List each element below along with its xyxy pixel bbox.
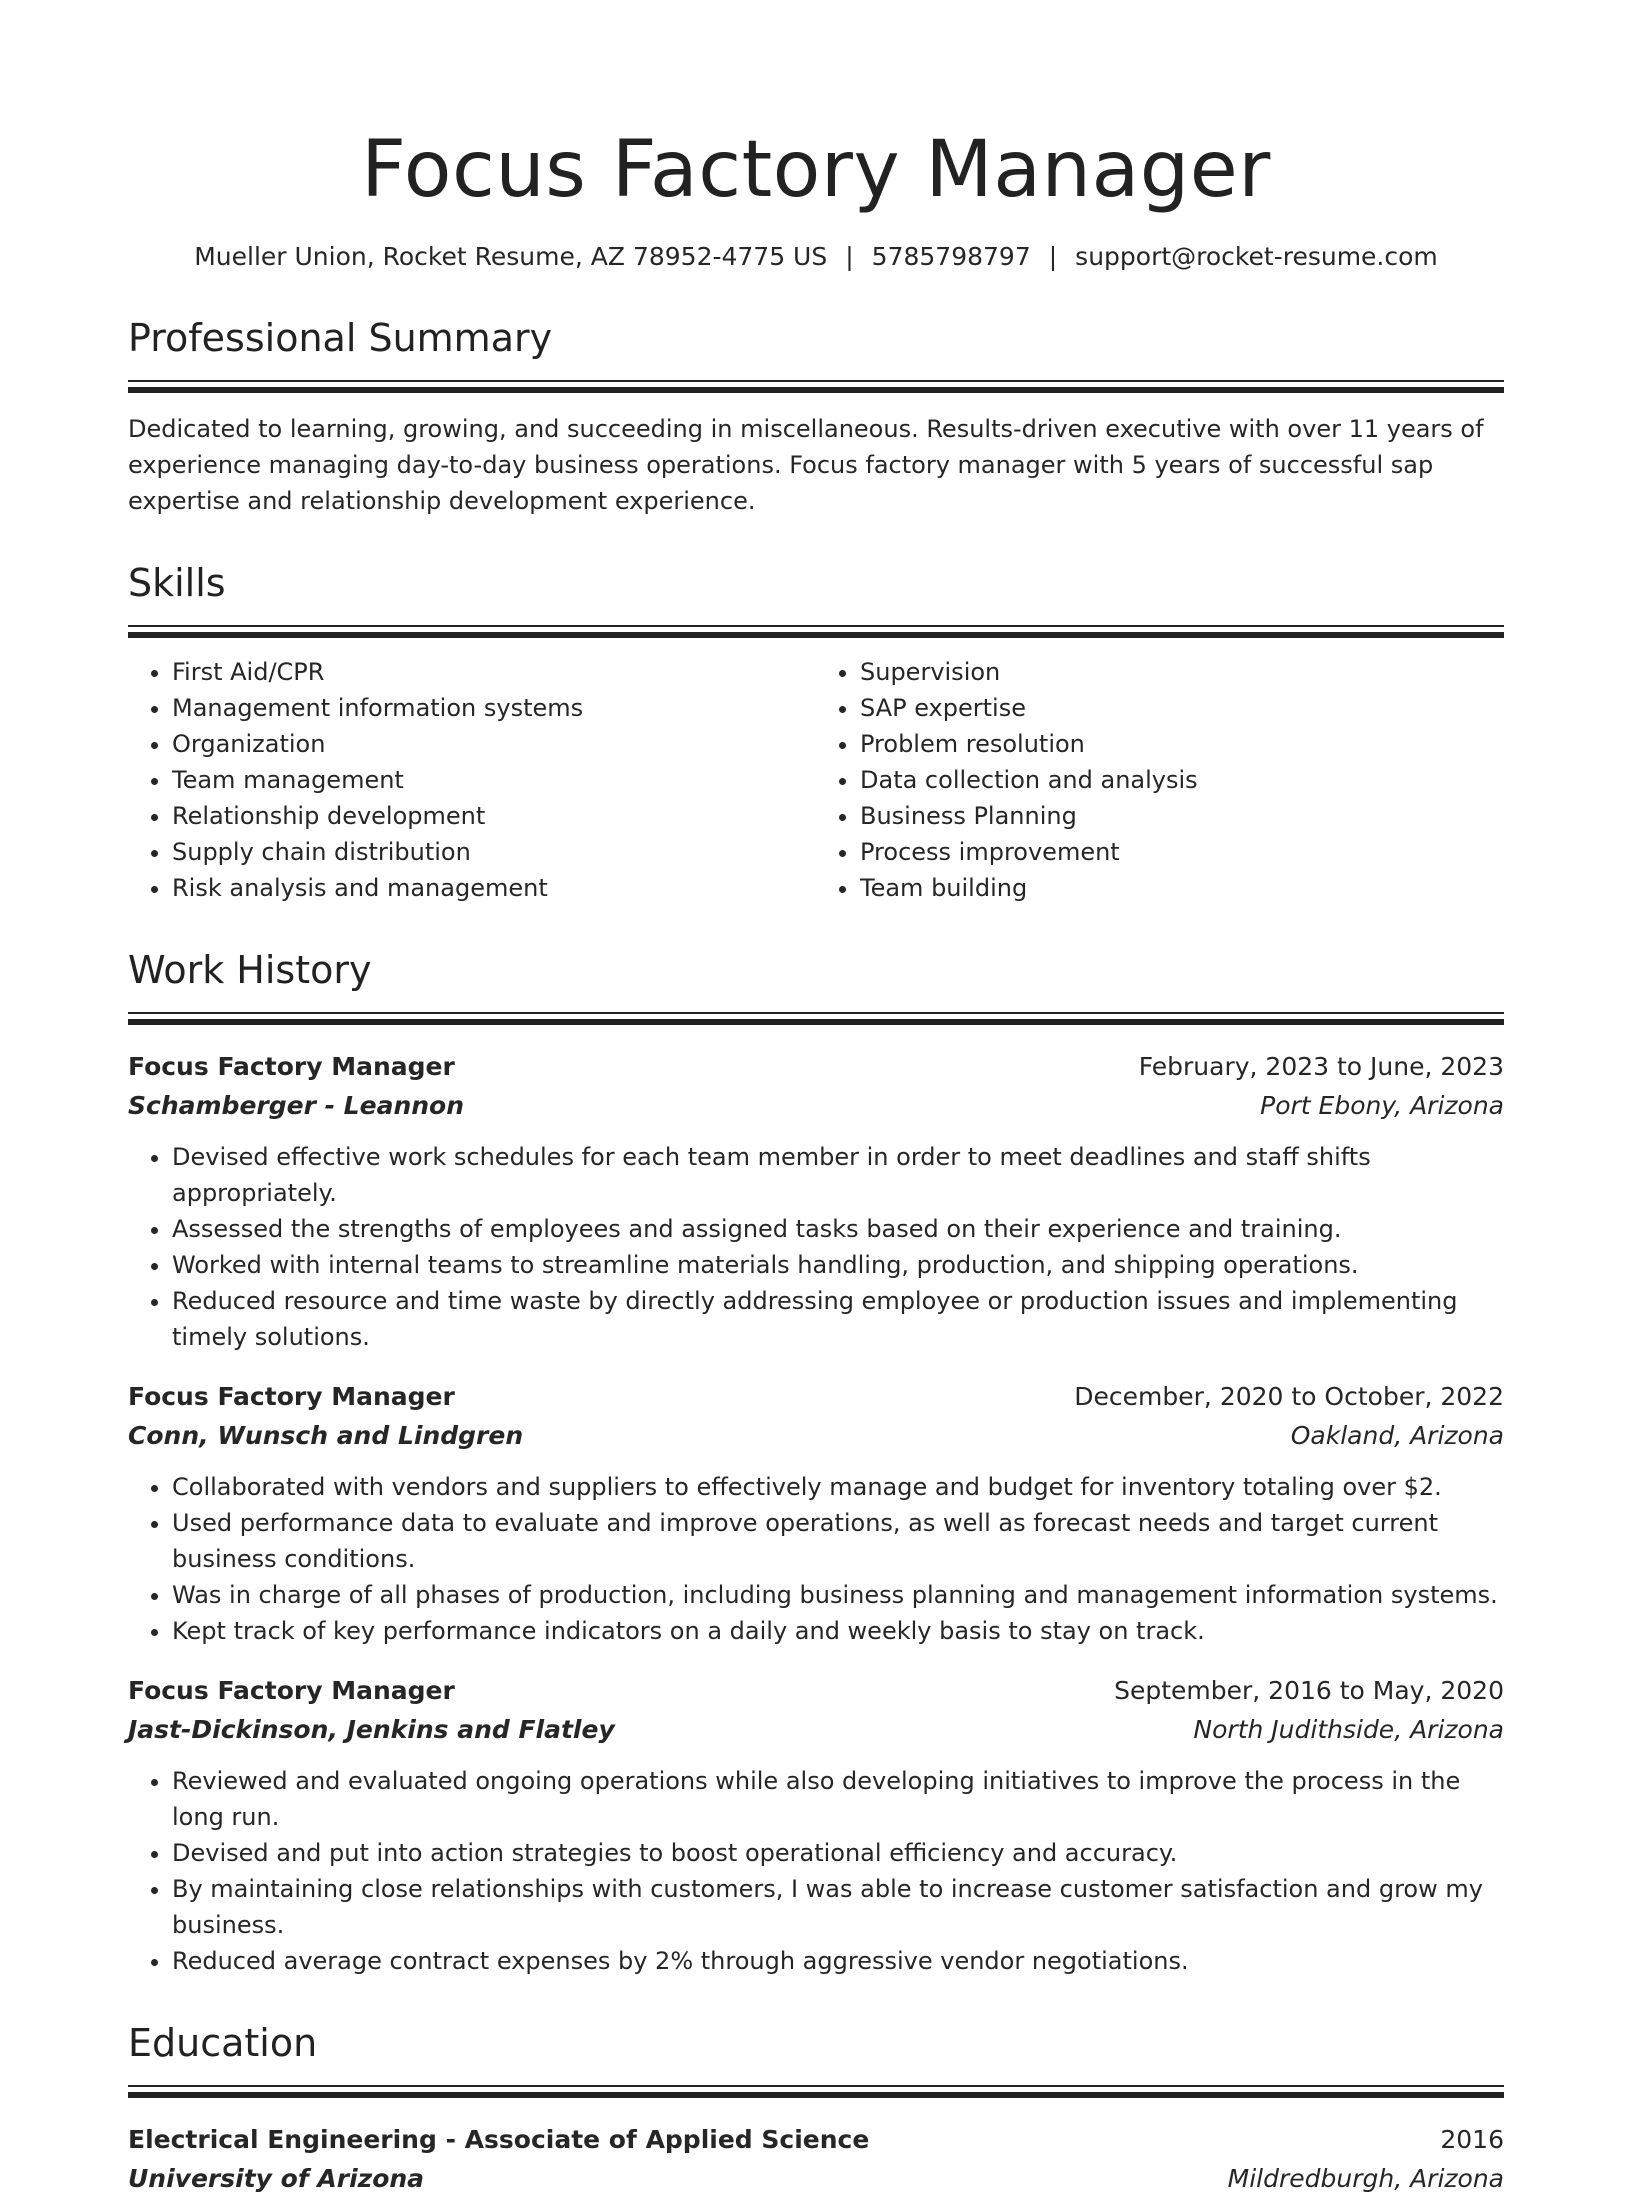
duty-item: • Devised and put into action strategies to boost operational efficiency and accuracy. bbox=[172, 1835, 1504, 1871]
job-duties bbox=[128, 1469, 1504, 1649]
section-divider bbox=[128, 625, 1504, 638]
skill-item: • Business Planning bbox=[860, 798, 1504, 834]
skill-item: • Supply chain distribution bbox=[172, 834, 816, 870]
section-divider bbox=[128, 380, 1504, 393]
education-year: 2016 bbox=[1440, 2125, 1504, 2154]
contact-line bbox=[128, 240, 1504, 274]
skills-section bbox=[128, 559, 1504, 906]
job-duties bbox=[128, 1763, 1504, 1979]
skill-item: • Organization bbox=[172, 726, 816, 762]
education-subheader bbox=[128, 2159, 1504, 2198]
job-company: Jast-Dickinson, Jenkins and Flatley bbox=[128, 1715, 615, 1744]
summary-text: Dedicated to learning, growing, and succeeding in miscellaneous. Results-driven executive with over 11 years of experience managing day-to-day business operations. Focus factory manager with 5 years of successful sap expertise and relationship development experience. bbox=[128, 415, 1484, 515]
skill-item: • Supervision bbox=[860, 654, 1504, 690]
contact-separator: | bbox=[845, 242, 854, 271]
job-company: Conn, Wunsch and Lindgren bbox=[128, 1421, 524, 1450]
job-subheader bbox=[128, 1086, 1504, 1125]
job-entry bbox=[128, 1377, 1504, 1649]
job-subheader bbox=[128, 1710, 1504, 1749]
job-dates: February, 2023 to June, 2023 bbox=[1138, 1052, 1504, 1081]
section-title-education: Education bbox=[128, 2021, 318, 2065]
job-header bbox=[128, 1047, 1504, 1086]
duty-item: • Reduced average contract expenses by 2% through aggressive vendor negotiations. bbox=[172, 1943, 1504, 1979]
job-entry bbox=[128, 1047, 1504, 1355]
job-location: Port Ebony, Arizona bbox=[1260, 1091, 1504, 1120]
job-dates: December, 2020 to October, 2022 bbox=[1074, 1382, 1504, 1411]
skill-item: • Team management bbox=[172, 762, 816, 798]
education-location: Mildredburgh, Arizona bbox=[1227, 2164, 1504, 2193]
duty-item: • Was in charge of all phases of production, including business planning and management information systems. bbox=[172, 1577, 1504, 1613]
skill-item: • Risk analysis and management bbox=[172, 870, 816, 906]
contact-phone: 5785798797 bbox=[871, 242, 1031, 271]
job-location: North Judithside, Arizona bbox=[1193, 1715, 1504, 1744]
skill-item: • First Aid/CPR bbox=[172, 654, 816, 690]
section-divider bbox=[128, 2085, 1504, 2098]
skill-item: • Relationship development bbox=[172, 798, 816, 834]
duty-item: • Used performance data to evaluate and improve operations, as well as forecast needs and target current business conditions. bbox=[172, 1505, 1504, 1577]
education-section bbox=[128, 2019, 1504, 2198]
duty-item: • Reduced resource and time waste by directly addressing employee or production issues and implementing timely solutions. bbox=[172, 1283, 1504, 1355]
job-duties bbox=[128, 1139, 1504, 1355]
duty-item: • Reviewed and evaluated ongoing operations while also developing initiatives to improve the process in the long run. bbox=[172, 1763, 1504, 1835]
skills-column-left bbox=[128, 654, 816, 906]
section-title-skills: Skills bbox=[128, 561, 226, 605]
skill-item: • Data collection and analysis bbox=[860, 762, 1504, 798]
contact-address: Mueller Union, Rocket Resume, AZ 78952-4775 US bbox=[194, 242, 828, 271]
duty-item: • Devised effective work schedules for each team member in order to meet deadlines and staff shifts appropriately. bbox=[172, 1139, 1504, 1211]
job-title: Focus Factory Manager bbox=[128, 1382, 455, 1411]
resume-name: Focus Factory Manager bbox=[361, 125, 1271, 215]
job-entry bbox=[128, 1671, 1504, 1979]
job-title: Focus Factory Manager bbox=[128, 1052, 455, 1081]
duty-item: • Collaborated with vendors and suppliers to effectively manage and budget for inventory totaling over $2. bbox=[172, 1469, 1504, 1505]
contact-separator: | bbox=[1048, 242, 1058, 271]
duty-item: • By maintaining close relationships with customers, I was able to increase customer satisfaction and grow my business. bbox=[172, 1871, 1504, 1943]
section-divider bbox=[128, 1012, 1504, 1025]
job-company: Schamberger - Leannon bbox=[128, 1091, 465, 1120]
job-header bbox=[128, 1377, 1504, 1416]
education-entry bbox=[128, 2120, 1504, 2198]
duty-item: • Kept track of key performance indicators on a daily and weekly basis to stay on track. bbox=[172, 1613, 1504, 1649]
section-title-summary: Professional Summary bbox=[128, 316, 553, 360]
skill-item: • Team building bbox=[860, 870, 1504, 906]
job-title: Focus Factory Manager bbox=[128, 1676, 455, 1705]
job-subheader bbox=[128, 1416, 1504, 1455]
skill-item: • Problem resolution bbox=[860, 726, 1504, 762]
duty-item: • Assessed the strengths of employees and assigned tasks based on their experience and training. bbox=[172, 1211, 1504, 1247]
work-section bbox=[128, 946, 1504, 1979]
skill-item: • Management information systems bbox=[172, 690, 816, 726]
contact-email: support@rocket-resume.com bbox=[1075, 242, 1438, 271]
education-header bbox=[128, 2120, 1504, 2159]
section-title-work: Work History bbox=[128, 948, 372, 992]
skill-item: • SAP expertise bbox=[860, 690, 1504, 726]
skills-list bbox=[128, 654, 1504, 906]
skills-column-right bbox=[816, 654, 1504, 906]
job-header bbox=[128, 1671, 1504, 1710]
education-school: University of Arizona bbox=[128, 2164, 425, 2193]
education-degree: Electrical Engineering - Associate of Applied Science bbox=[128, 2125, 870, 2154]
job-dates: September, 2016 to May, 2020 bbox=[1114, 1676, 1504, 1705]
job-location: Oakland, Arizona bbox=[1290, 1421, 1504, 1450]
skill-item: • Process improvement bbox=[860, 834, 1504, 870]
summary-section bbox=[128, 314, 1504, 519]
duty-item: • Worked with internal teams to streamline materials handling, production, and shipping operations. bbox=[172, 1247, 1504, 1283]
